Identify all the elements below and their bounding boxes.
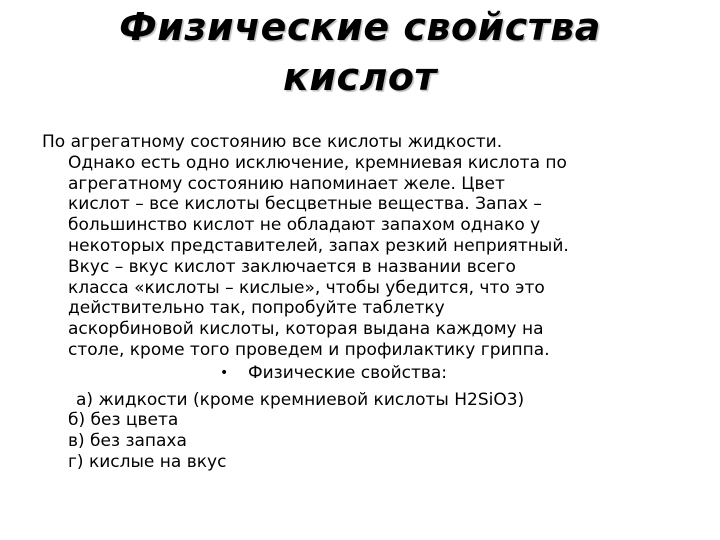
properties-heading <box>42 363 702 384</box>
paragraph-line: класса «кислоты – кислые», чтобы убедится, что это <box>68 277 545 298</box>
paragraph-line: некоторых представителей, запах резкий неприятный. <box>68 235 569 256</box>
properties-heading-text: Физические свойства: <box>248 362 448 383</box>
description-paragraph <box>42 132 702 361</box>
paragraph-line: действительно так, попробуйте таблетку <box>68 298 445 319</box>
title-line-2: кислот <box>283 55 437 99</box>
properties-list <box>42 390 702 473</box>
slide-title <box>60 0 660 102</box>
list-item: б) без цвета <box>68 410 179 431</box>
paragraph-line: аскорбиновой кислоты, которая выдана каждому на <box>68 319 544 340</box>
paragraph-line: большинство кислот не обладают запахом однако у <box>68 215 541 236</box>
paragraph-line: столе, кроме того проведем и профилактику гриппа. <box>68 339 550 360</box>
title-line-1: Физические свойства <box>119 5 601 49</box>
paragraph-line: агрегатному состоянию напоминает желе. Цвет <box>68 173 505 194</box>
list-item: а) жидкости (кроме кремниевой кислоты H2SiO3) <box>76 389 525 410</box>
paragraph-line: кислот – все кислоты бесцветные вещества. Запах – <box>68 194 542 215</box>
paragraph-line: По агрегатному состоянию все кислоты жидкости. <box>42 132 503 152</box>
paragraph-line: Вкус – вкус кислот заключается в названии всего <box>68 256 516 277</box>
bullet-icon: • <box>220 364 229 381</box>
slide-body <box>42 132 702 473</box>
paragraph-line: Однако есть одно исключение, кремниевая кислота по <box>68 152 567 173</box>
list-item: в) без запаха <box>68 431 187 452</box>
list-item: г) кислые на вкус <box>68 451 227 472</box>
